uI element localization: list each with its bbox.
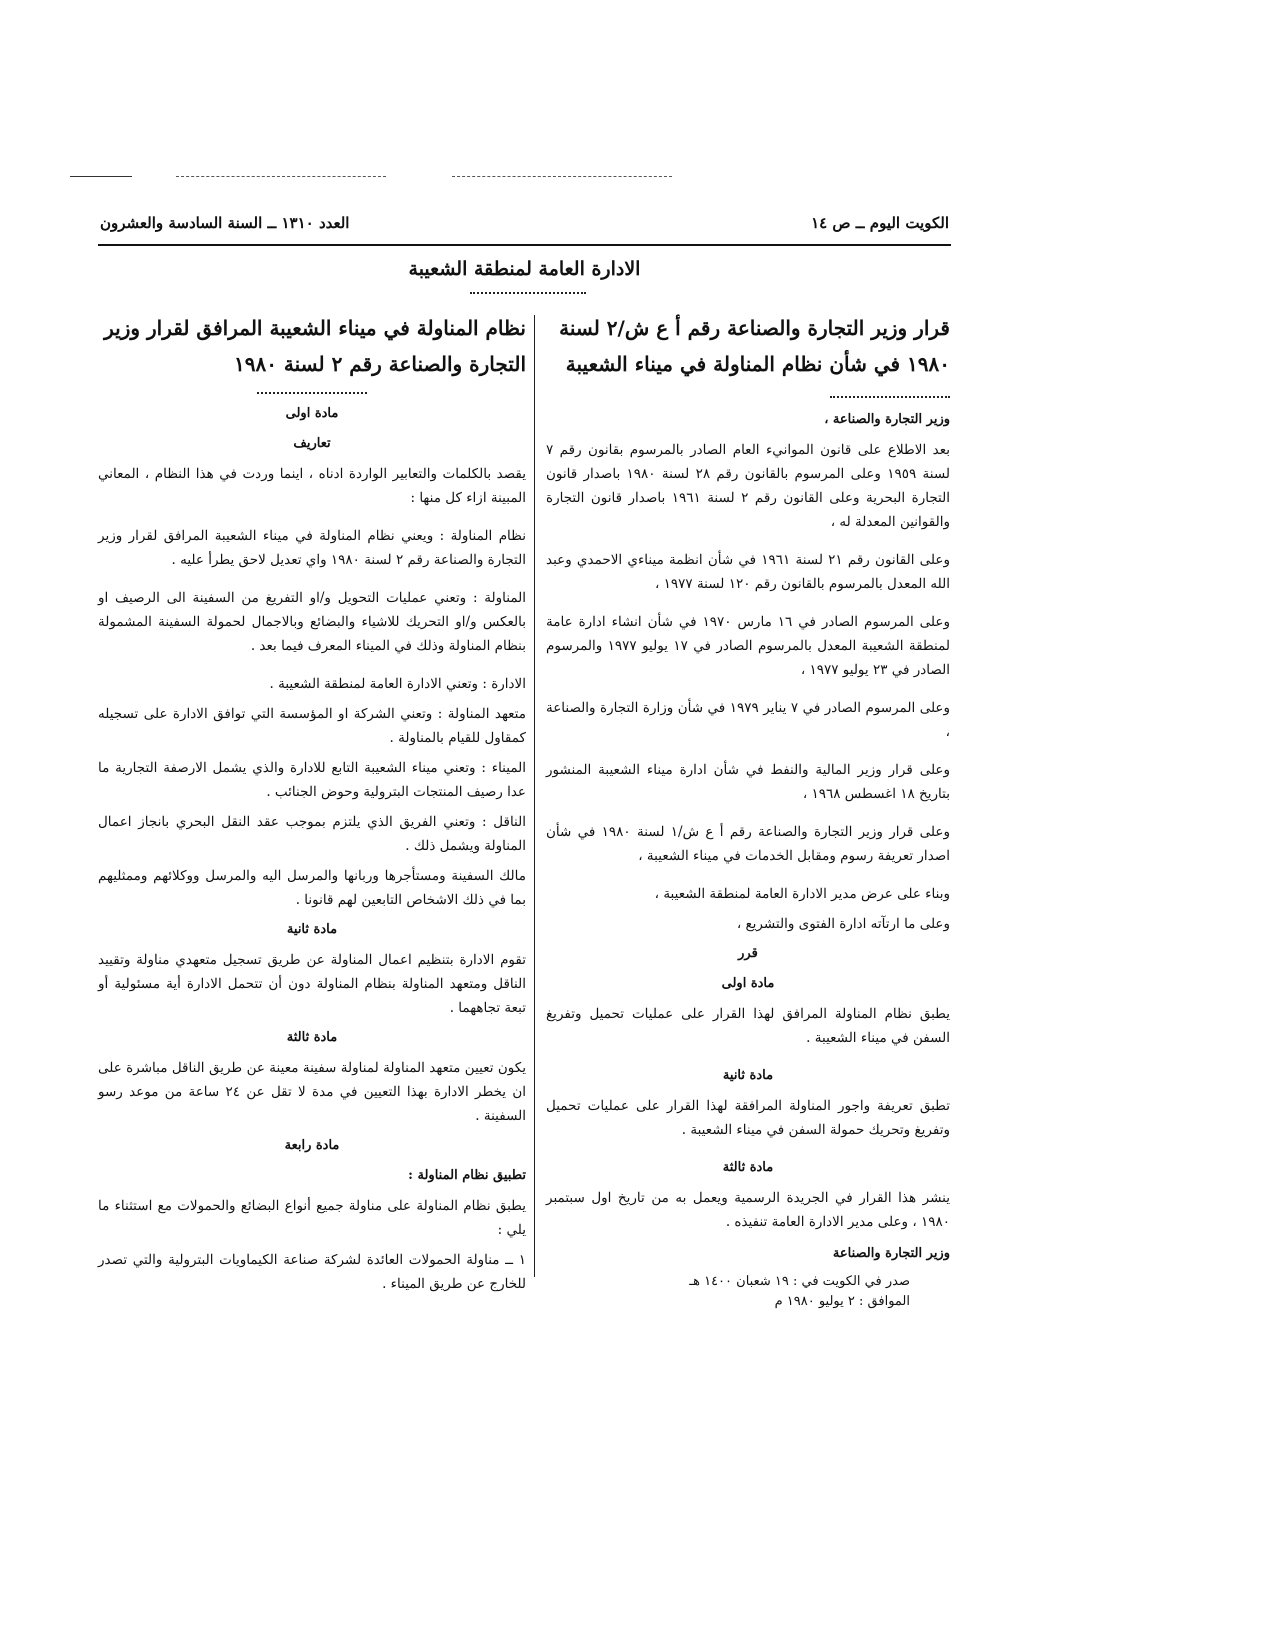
article-heading: مادة ثالثة	[286, 1030, 338, 1045]
preamble-paragraph: وعلى قرار وزير المالية والنفط في شأن ادارة ميناء الشعيبة المنشور بتاريخ ١٨ اغسطس ١٩٦٨ ،	[546, 762, 950, 802]
definition-paragraph: المناولة : وتعني عمليات التحويل و/او التفريغ من السفينة الى الرصيف او بالعكس و/او التحريك للاشياء والبضائع وبالاجمال لحمولة السفينة المشمولة بنظام المناولة وذلك في الميناء المعرف فيما بعد .	[98, 590, 526, 654]
preamble-paragraph: وبناء على عرض مدير الادارة العامة لمنطقة الشعيبة ،	[654, 886, 950, 902]
definition-paragraph: مالك السفينة ومستأجرها وربانها والمرسل اليه والمرسل ووكلائهم وممثليهم بما في ذلك الاشخاص التابعين لهم قانونا .	[98, 868, 526, 908]
decree-title: قرار وزير التجارة والصناعة رقم أ ع ش/٢ لسنة ١٩٨٠ في شأن نظام المناولة في ميناء الشعيبة	[559, 316, 950, 376]
signature: وزير التجارة والصناعة	[832, 1246, 950, 1261]
preamble-paragraph: وعلى ما ارتآته ادارة الفتوى والتشريع ،	[736, 916, 950, 932]
regulation-column	[98, 310, 526, 1302]
definition-paragraph: نظام المناولة : ويعني نظام المناولة في ميناء الشعيبة المرافق لقرار وزير التجارة والصناعة رقم ٢ لسنة ١٩٨٠ واي تعديل لاحق يطرأ عليه .	[98, 528, 526, 568]
definitions-heading: تعاريف	[293, 436, 331, 451]
preamble-paragraph: وعلى القانون رقم ٢١ لسنة ١٩٦١ في شأن انظمة ميناءي الاحمدي وعبد الله المعدل بالمرسوم بالقانون رقم ١٢٠ لسنة ١٩٧٧ ،	[546, 552, 950, 592]
section-title: الادارة العامة لمنطقة الشعيبة	[408, 258, 641, 280]
article-text: تطبق تعريفة واجور المناولة المرافقة لهذا القرار على عمليات تحميل وتفريغ وتحريك حمولة السفن في ميناء الشعيبة .	[546, 1098, 950, 1138]
article-text: تقوم الادارة بتنظيم اعمال المناولة عن طريق تسجيل متعهدي مناولة وتقييد الناقل ومتعهد المناولة بنظام المناولة دون أن تتحمل الادارة أية مسئولية أو تبعة تجاههما .	[98, 952, 526, 1016]
article-heading: مادة ثالثة	[722, 1160, 774, 1175]
article-list-item: ١ ــ مناولة الحمولات العائدة لشركة صناعة الكيماويات البترولية والتي تصدر للخارج عن طريق الميناء .	[98, 1252, 526, 1292]
definition-paragraph: الادارة : وتعني الادارة العامة لمنطقة الشعيبة .	[269, 676, 526, 692]
article-text: يطبق نظام المناولة المرافق لهذا القرار على عمليات تحميل وتفريغ السفن في ميناء الشعيبة .	[546, 1006, 950, 1046]
top-rule-left	[70, 176, 132, 177]
definition-paragraph: متعهد المناولة : وتعني الشركة او المؤسسة التي توافق الادارة على تسجيله كمقاول للقيام بالمناولة .	[98, 706, 526, 746]
preamble-paragraph: بعد الاطلاع على قانون الموانيء العام الصادر بالمرسوم بقانون رقم ٧ لسنة ١٩٥٩ وعلى المرسوم بالقانون رقم ٢٨ لسنة ١٩٨٠ باصدار قانون التجارة البحرية وعلى القانون رقم ٢ لسنة ١٩٦١ باصدار قانون التجارة والقوانين المعدلة له ،	[546, 442, 951, 530]
preamble-paragraph: وعلى المرسوم الصادر في ١٦ مارس ١٩٧٠ في شأن انشاء ادارة عامة لمنطقة الشعيبة المعدل بالمرسوم الصادر في ١٧ يوليو ١٩٧٧ والمرسوم الصادر في ٢٣ يوليو ١٩٧٧ ،	[546, 614, 950, 678]
definition-paragraph: الناقل : وتعني الفريق الذي يلتزم بموجب عقد النقل البحري بانجاز اعمال المناولة ويشمل ذلك .	[98, 814, 526, 854]
preamble-paragraph: وعلى المرسوم الصادر في ٧ يناير ١٩٧٩ في شأن وزارة التجارة والصناعة ،	[546, 700, 951, 740]
header-rule	[98, 244, 951, 246]
regulation-title-ornament	[257, 392, 367, 394]
article-subheading: تطبيق نظام المناولة :	[408, 1168, 526, 1183]
issue-header: العدد ١٣١٠ ــ السنة السادسة والعشرون	[100, 214, 350, 232]
article-heading: مادة اولى	[285, 406, 339, 421]
article-text: يكون تعيين متعهد المناولة لمناولة سفينة معينة عن طريق الناقل مباشرة على ان يخطر الادارة بهذا التعيين في مدة لا تقل عن ٢٤ ساعة من موعد رسو السفينة .	[98, 1060, 526, 1124]
top-rule-mid	[176, 176, 386, 177]
decree-issuer: وزير التجارة والصناعة ،	[824, 412, 950, 427]
issue-date-gregorian: الموافق : ٢ يوليو ١٩٨٠ م	[774, 1294, 910, 1309]
preamble-paragraph: وعلى قرار وزير التجارة والصناعة رقم أ ع ش/١ لسنة ١٩٨٠ في شأن اصدار تعريفة رسوم ومقابل الخدمات في ميناء الشعيبة ،	[546, 824, 950, 864]
decree-column	[546, 310, 950, 1312]
decided-heading: قرر	[738, 946, 758, 961]
definition-paragraph: يقصد بالكلمات والتعابير الواردة ادناه ، اينما وردت في هذا النظام ، المعاني المبينة ازاء كل منها :	[98, 466, 526, 506]
column-divider	[534, 315, 535, 1277]
section-ornament	[470, 292, 586, 294]
article-heading: مادة اولى	[721, 976, 775, 991]
issue-date-hijri: صدر في الكويت في : ١٩ شعبان ١٤٠٠ هـ	[689, 1274, 910, 1289]
article-text: ينشر هذا القرار في الجريدة الرسمية ويعمل به من تاريخ اول سبتمبر ١٩٨٠ ، وعلى مدير الادارة العامة تنفيذه .	[546, 1190, 950, 1230]
article-heading: مادة رابعة	[284, 1138, 340, 1153]
signature-block	[546, 1242, 950, 1312]
article-heading: مادة ثانية	[722, 1068, 774, 1083]
regulation-title: نظام المناولة في ميناء الشعيبة المرافق لقرار وزير التجارة والصناعة رقم ٢ لسنة ١٩٨٠	[104, 316, 526, 376]
article-heading: مادة ثانية	[286, 922, 338, 937]
definition-paragraph: الميناء : وتعني ميناء الشعيبة التابع للادارة والذي يشمل الارصفة التجارية ما عدا رصيف المنتجات البترولية وحوض الجنائب .	[98, 760, 526, 800]
page-header: الكويت اليوم ــ ص ١٤	[811, 214, 949, 232]
decree-title-ornament	[830, 396, 950, 398]
article-text: يطبق نظام المناولة على مناولة جميع أنواع البضائع والحمولات مع استثناء ما يلي :	[98, 1198, 526, 1238]
top-rule-mid2	[452, 176, 672, 177]
